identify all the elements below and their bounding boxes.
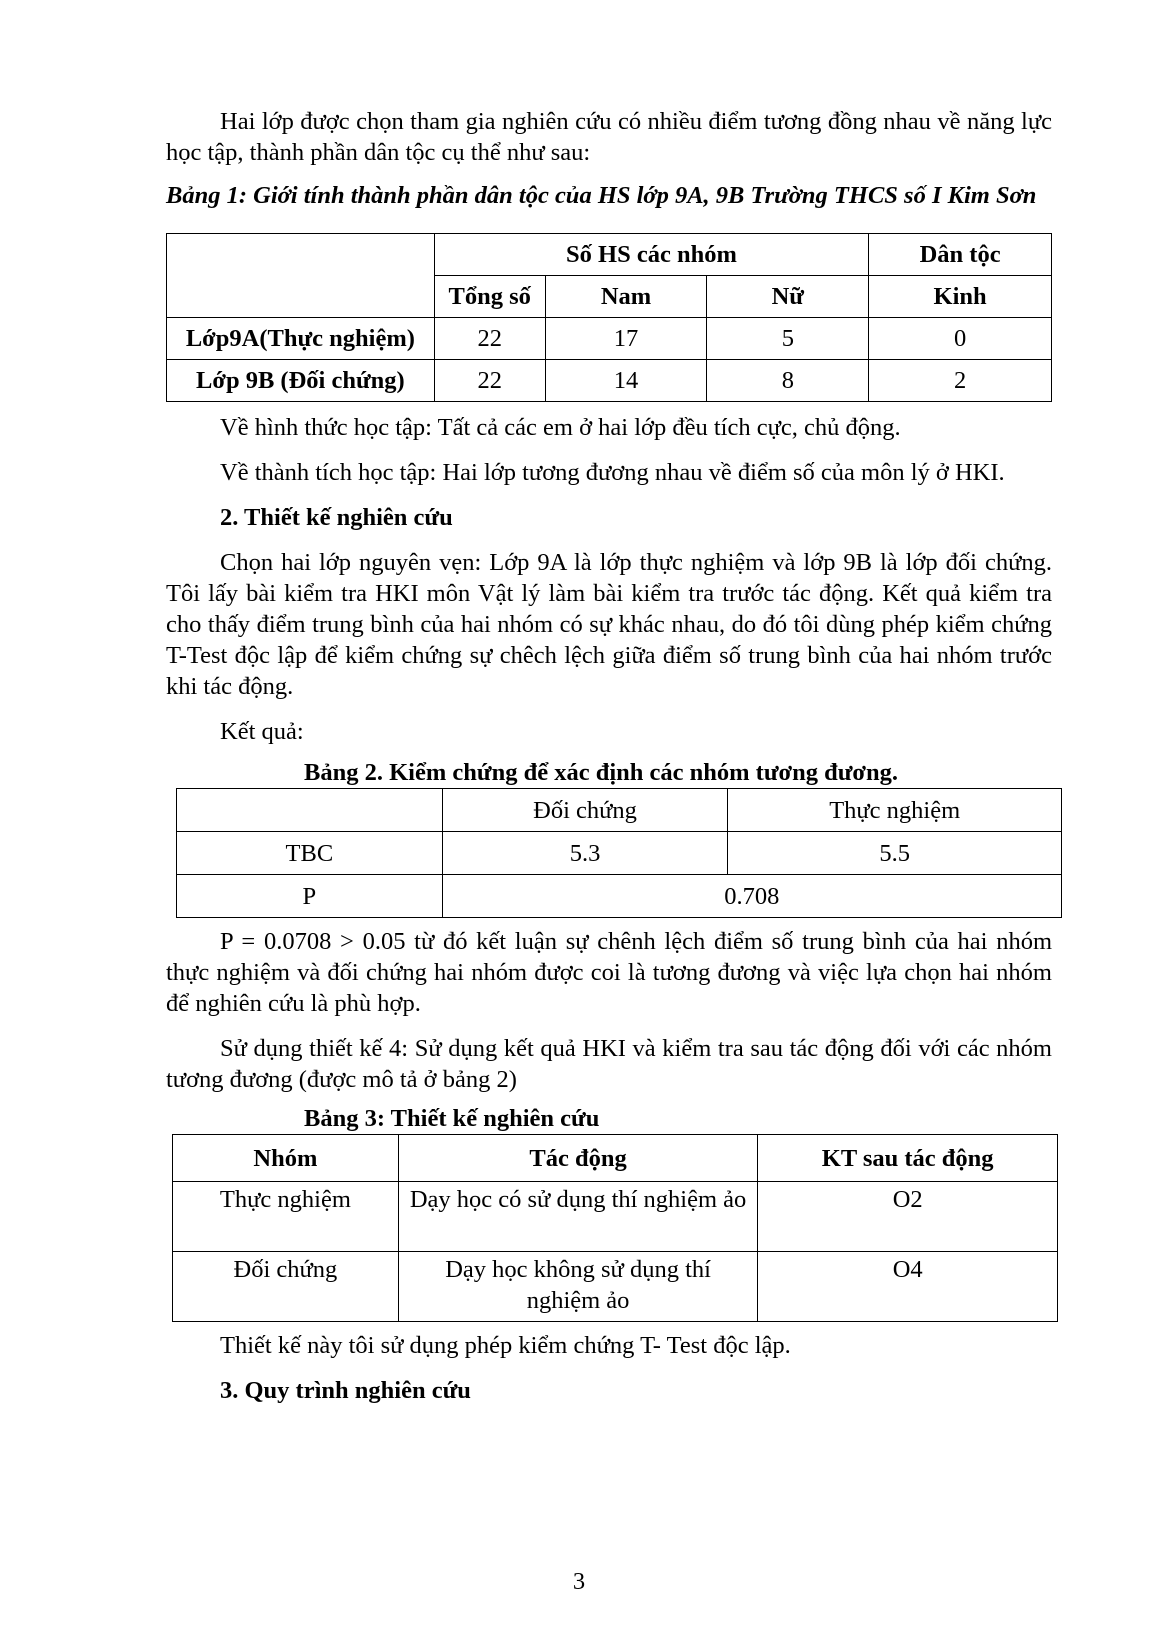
table2-empty-header xyxy=(177,789,443,832)
table3-cell: Thực nghiệm xyxy=(173,1182,399,1252)
section-heading-3: 3. Quy trình nghiên cứu xyxy=(220,1377,471,1404)
table3-cell: O4 xyxy=(758,1252,1058,1322)
table2-equivalence-check xyxy=(176,788,1062,918)
table1-row-label: Lớp 9B (Đối chứng) xyxy=(167,360,435,402)
table-row xyxy=(173,1182,1058,1252)
page-number: 3 xyxy=(572,1568,586,1595)
table1-subheader-kinh: Kinh xyxy=(869,276,1052,318)
table3-cell: Đối chứng xyxy=(173,1252,399,1322)
table1-cell: 2 xyxy=(869,360,1052,402)
table1-caption: Bảng 1: Giới tính thành phần dân tộc của HS lớp 9A, 9B Trường THCS số I Kim Sơn xyxy=(166,182,1037,209)
achievement-paragraph: Về thành tích học tập: Hai lớp tương đương nhau về điểm số của môn lý ở HKI. xyxy=(220,459,1005,486)
table2-p-label: P xyxy=(177,875,443,918)
table1-cell: 8 xyxy=(707,360,869,402)
table3-header-group: Nhóm xyxy=(173,1135,399,1182)
table3-caption: Bảng 3: Thiết kế nghiên cứu xyxy=(304,1105,600,1132)
table1-empty-corner xyxy=(167,234,435,318)
form-paragraph: Về hình thức học tập: Tất cả các em ở hai lớp đều tích cực, chủ động. xyxy=(220,414,901,441)
table2-cell: 5.5 xyxy=(728,832,1062,875)
table-row xyxy=(177,832,1062,875)
document-page xyxy=(166,106,1052,1406)
table1-subheader-male: Nam xyxy=(545,276,707,318)
table2-header-experimental: Thực nghiệm xyxy=(728,789,1062,832)
table1-cell: 22 xyxy=(434,318,545,360)
table-row xyxy=(173,1252,1058,1322)
table2-cell: 5.3 xyxy=(442,832,728,875)
table1-subheader-total: Tổng số xyxy=(434,276,545,318)
table3-research-design xyxy=(172,1134,1058,1322)
table1-cell: 22 xyxy=(434,360,545,402)
table2-p-value: 0.708 xyxy=(442,875,1061,918)
design-paragraph: Chọn hai lớp nguyên vẹn: Lớp 9A là lớp thực nghiệm và lớp 9B là lớp đối chứng. Tôi lấy bài kiểm tra HKI môn Vật lý làm bài kiểm tra trước tác động. Kết quả kiểm tra cho thấy điểm trung bình của hai nhóm có sự khác nhau, do đó tôi dùng phép kiểm chứng T-Test độc lập để kiểm chứng sự chêch lệch giữa điểm số trung bình của hai nhóm trước khi tác động. xyxy=(166,549,1052,700)
table3-header-impact: Tác động xyxy=(398,1135,758,1182)
table1-cell: 5 xyxy=(707,318,869,360)
table1-cell: 17 xyxy=(545,318,707,360)
table2-caption: Bảng 2. Kiểm chứng để xác định các nhóm tương đương. xyxy=(304,759,898,786)
table3-cell: Dạy học không sử dụng thí nghiệm ảo xyxy=(398,1252,758,1322)
ttest-paragraph: Thiết kế này tôi sử dụng phép kiểm chứng T- Test độc lập. xyxy=(220,1332,791,1359)
table1-ethnic-header: Dân tộc xyxy=(869,234,1052,276)
p-value-paragraph: P = 0.0708 > 0.05 từ đó kết luận sự chênh lệch điểm số trung bình của hai nhóm thực nghiệm và đối chứng hai nhóm được coi là tương đương và việc lựa chọn hai nhóm để nghiên cứu là phù hợp. xyxy=(166,928,1052,1017)
table2-tbc-label: TBC xyxy=(177,832,443,875)
table-row xyxy=(167,360,1052,402)
table3-cell: O2 xyxy=(758,1182,1058,1252)
table3-header-posttest: KT sau tác động xyxy=(758,1135,1058,1182)
table1-student-composition xyxy=(166,233,1052,402)
table1-cell: 0 xyxy=(869,318,1052,360)
result-label: Kết quả: xyxy=(220,718,304,745)
table2-header-control: Đối chứng xyxy=(442,789,728,832)
table3-cell: Dạy học có sử dụng thí nghiệm ảo xyxy=(398,1182,758,1252)
table1-group-header: Số HS các nhóm xyxy=(434,234,868,276)
table1-subheader-female: Nữ xyxy=(707,276,869,318)
intro-paragraph: Hai lớp được chọn tham gia nghiên cứu có nhiều điểm tương đồng nhau về năng lực học tập, thành phần dân tộc cụ thể như sau: xyxy=(166,108,1052,166)
table-row xyxy=(167,318,1052,360)
table-row xyxy=(177,875,1062,918)
table1-cell: 14 xyxy=(545,360,707,402)
table1-row-label: Lớp9A(Thực nghiệm) xyxy=(167,318,435,360)
section-heading-2: 2. Thiết kế nghiên cứu xyxy=(220,504,453,531)
design4-paragraph: Sử dụng thiết kế 4: Sử dụng kết quả HKI và kiểm tra sau tác động đối với các nhóm tương đương (được mô tả ở bảng 2) xyxy=(166,1035,1052,1093)
